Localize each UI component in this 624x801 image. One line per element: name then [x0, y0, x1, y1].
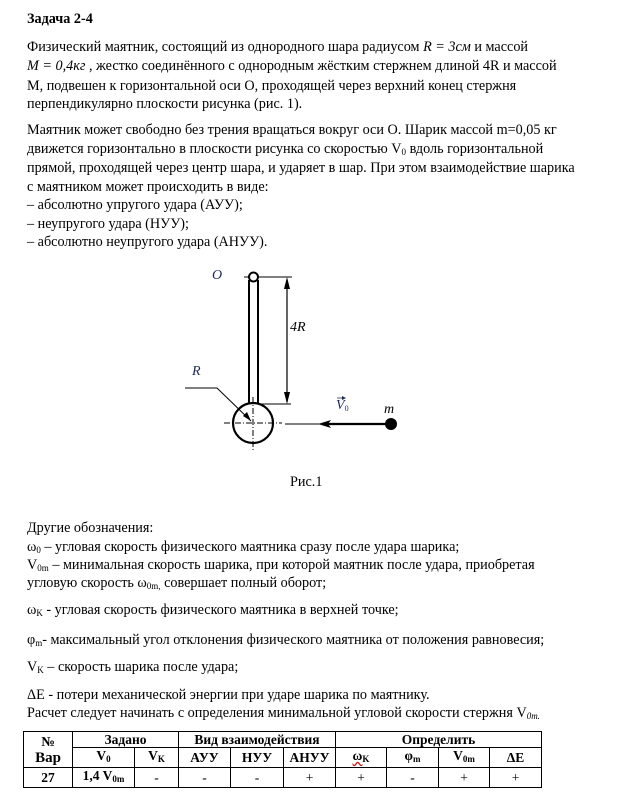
table-row: [24, 768, 542, 788]
text: – угловая скорость физического маятника сразу после удара шарика;: [40, 539, 460, 555]
text: – минимальная скорость шарика, при которой маятник после удара, приобретая: [48, 557, 535, 573]
symbol: ω: [27, 539, 37, 555]
paragraph2-line1: Маятник может свободно без трения вращаться вокруг оси О. Шарик массой m=0,05 кг: [27, 122, 557, 138]
cell-phi-m: -: [387, 768, 439, 788]
notation-omegak: [27, 601, 399, 622]
subscript: 0m: [37, 563, 49, 573]
small-ball-m: [385, 418, 397, 430]
pivot-axis-icon: [249, 273, 258, 282]
notation-vk: [27, 658, 238, 679]
text: V: [96, 748, 107, 763]
list-item-anuu: – абсолютно неупругого удара (АНУУ).: [27, 234, 268, 250]
paragraph1-line3: М, подвешен к горизонтальной оси О, проходящей через верхний конец стержня: [27, 78, 517, 94]
subscript: 0m: [462, 754, 475, 764]
text: - угловая скорость физического маятника в верхней точке;: [42, 602, 399, 618]
subscript: 0: [106, 754, 111, 764]
paragraph1-line4: перпендикулярно плоскости рисунка (рис. 1).: [27, 96, 303, 112]
header-given: Задано: [73, 732, 179, 748]
text: движется горизонтально в плоскости рисунка со скоростью V: [27, 141, 402, 157]
table-header-row-1: [24, 732, 542, 748]
symbol: V: [27, 659, 38, 675]
list-item-auu: – абсолютно упругого удара (АУУ);: [27, 197, 243, 213]
arrowhead-up-icon: [284, 277, 290, 289]
text: V: [148, 748, 158, 763]
text: Физический маятник, состоящий из однородного шара радиусом: [27, 39, 424, 55]
cell-nuu: -: [231, 768, 284, 788]
subscript: 0: [401, 147, 407, 157]
text: совершает полный оборот;: [160, 575, 327, 591]
spellcheck-underlined: [353, 748, 370, 763]
subscript: 0m.: [526, 711, 540, 721]
arrowhead-down-icon: [284, 392, 290, 404]
col-omega-k: [336, 748, 387, 768]
label-4r: 4R: [290, 320, 306, 335]
header-number-sign: №: [41, 733, 55, 749]
cell-auu: -: [179, 768, 231, 788]
text: вдоль горизонтальной: [406, 141, 544, 157]
subscript: K: [157, 754, 165, 764]
subscript: 0: [36, 545, 41, 555]
figure-caption: Рис.1: [290, 474, 323, 490]
text: V: [453, 748, 463, 763]
subscript: m: [412, 754, 421, 764]
paragraph2-line4: с маятником может происходить в виде:: [27, 179, 269, 195]
text: , жестко соединённого с однородным жёстким стержнем длиной 4R и массой: [85, 58, 557, 74]
header-var: Вар: [35, 749, 61, 766]
subscript: K: [36, 608, 43, 618]
text: ω: [352, 748, 363, 763]
header-determine: Определить: [336, 732, 542, 748]
cell-omega-k: +: [336, 768, 387, 788]
col-v0m: [439, 748, 490, 768]
notation-v0m-cont: [27, 574, 326, 595]
text: 1,4 V: [82, 768, 113, 783]
cell-v0: [73, 768, 135, 788]
subscript: m: [35, 638, 43, 648]
header-interaction: Вид взаимодействия: [179, 732, 336, 748]
notation-phim: [27, 631, 544, 652]
variant-table: [23, 731, 542, 788]
table-header-row-2: [24, 748, 542, 768]
text: Расчет следует начинать с определения минимальной угловой скорости стержня V: [27, 705, 527, 721]
cell-delta-e: +: [490, 768, 542, 788]
paragraph2-line3: прямой, проходящей через центр шара, и ударяет в шар. При этом взаимодействие шарика: [27, 160, 575, 176]
cell-vk: -: [135, 768, 179, 788]
cell-v0m: +: [439, 768, 490, 788]
text: - максимальный угол отклонения физического маятника от положения равновесия;: [42, 632, 545, 648]
formula-mass: M = 0,4кг: [27, 58, 86, 74]
col-auu: АУУ: [179, 748, 231, 768]
task-title: Задача 2-4: [27, 11, 93, 27]
text: и массой: [470, 39, 529, 55]
formula-radius: R = 3см: [423, 39, 471, 55]
symbol: ω: [27, 602, 37, 618]
symbol: φ: [27, 632, 36, 648]
subscript: K: [37, 665, 44, 675]
label-v0: [336, 398, 349, 414]
symbol: V: [27, 557, 38, 573]
col-nuu: НУУ: [231, 748, 284, 768]
text: V: [336, 398, 345, 413]
col-vk: [135, 748, 179, 768]
notation-delta-e: ΔE - потери механической энергии при ударе шарика по маятнику.: [27, 687, 430, 703]
text: φ: [404, 748, 413, 763]
notation-heading: Другие обозначения:: [27, 520, 154, 536]
label-m: m: [384, 402, 395, 417]
label-axis-o: O: [212, 268, 223, 283]
col-delta-e: ΔE: [490, 748, 542, 768]
col-v0: [73, 748, 135, 768]
cell-anuu: +: [284, 768, 336, 788]
subscript: 0m,: [146, 581, 161, 591]
text: – скорость шарика после удара;: [43, 659, 239, 675]
label-r: R: [192, 364, 201, 379]
header-variant: [24, 732, 73, 768]
subscript: K: [362, 754, 370, 764]
calculation-note: [27, 704, 540, 725]
subscript: 0: [344, 404, 349, 413]
list-item-nuu: – неупругого удара (НУУ);: [27, 216, 189, 232]
text: угловую скорость ω: [27, 575, 147, 591]
cell-variant: 27: [24, 768, 73, 788]
col-anuu: АНУУ: [284, 748, 336, 768]
subscript: 0m: [112, 774, 125, 784]
col-phi-m: [387, 748, 439, 768]
